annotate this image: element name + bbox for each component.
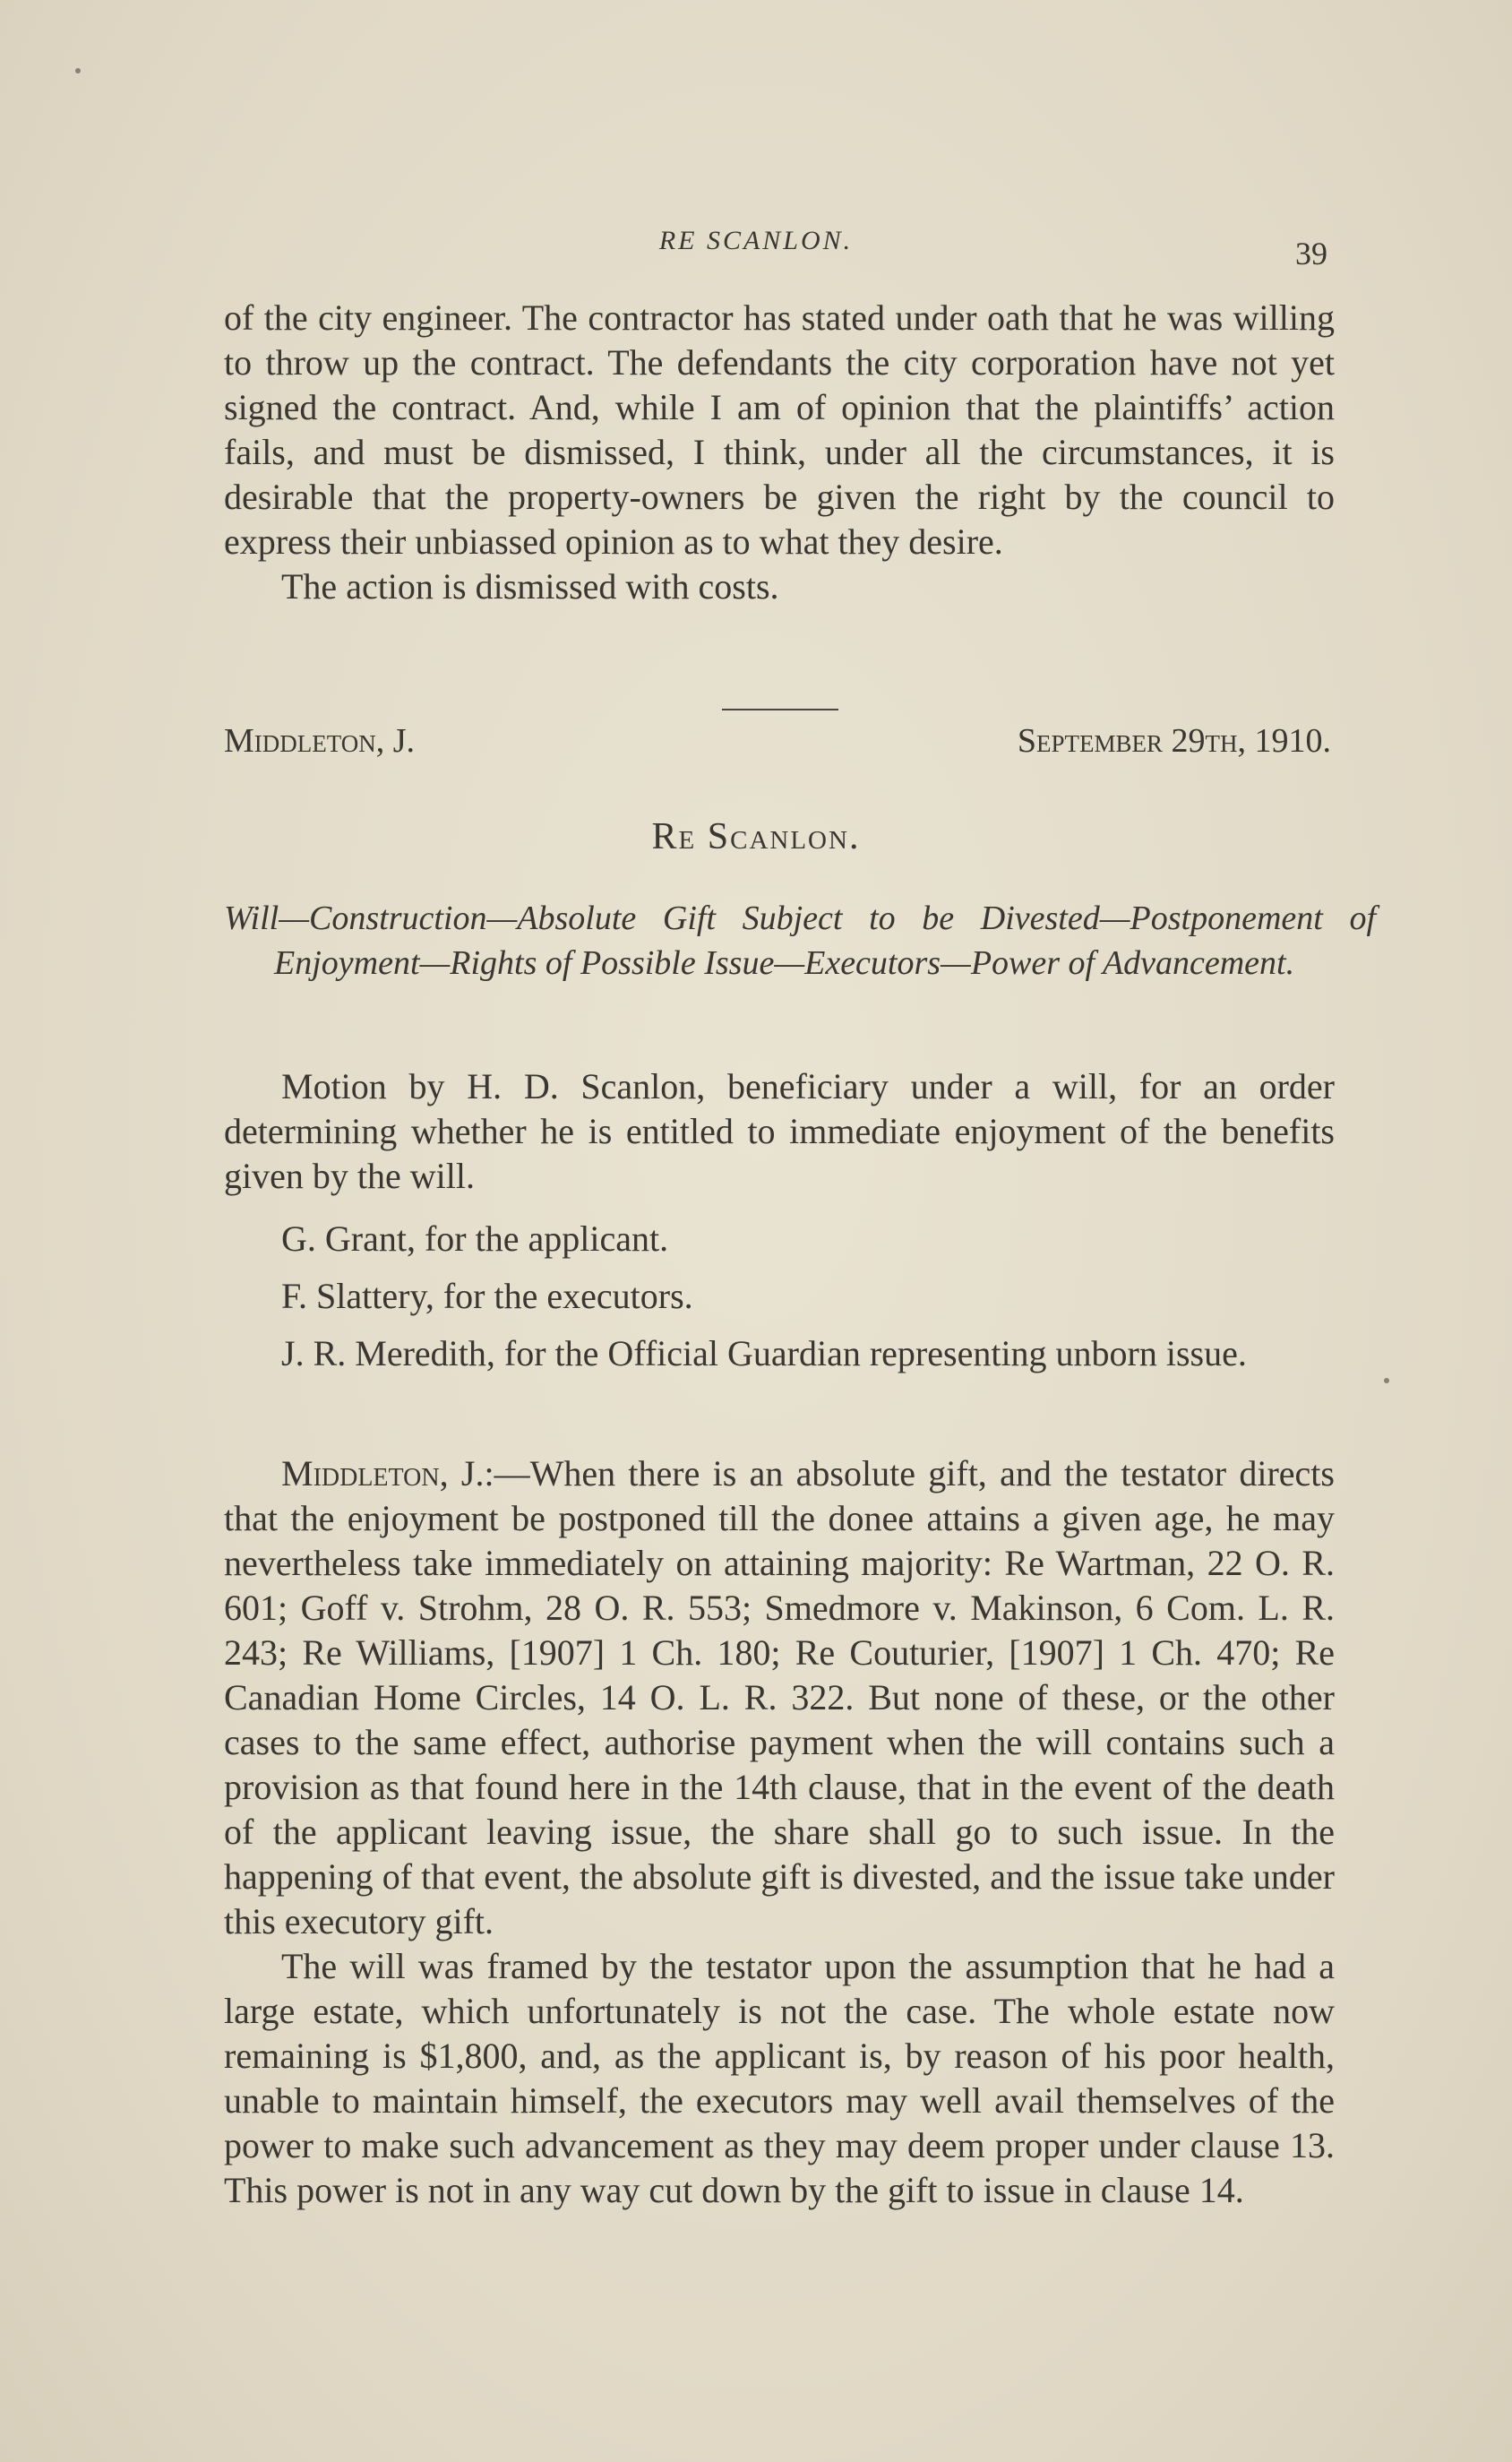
- counsel-line: G. Grant, for the applicant.: [281, 1218, 669, 1259]
- motion-paragraph: Motion by H. D. Scanlon, beneficiary under a will, for an order determining whether he is entitled to immediate enjoyment of the benefits given by the will.: [224, 1066, 1335, 1196]
- counsel-line: F. Slattery, for the executors.: [281, 1276, 693, 1316]
- case-title: Re Scanlon.: [651, 816, 861, 857]
- decision-date: September 29th, 1910.: [1017, 722, 1331, 760]
- judgment-paragraph: [224, 1451, 1335, 1944]
- judgment-text: [224, 1451, 1335, 2213]
- judgment-paragraph-2: The will was framed by the testator upon the assumption that he had a large estate, which unfortunately is not the case. The whole estate now remaining is $1,800, and, as the applicant is, by reason of his poor health, unable to maintain himself, the executors may well avail themselves of the power to make such advancement as they may deem proper under clause 13. This power is not in any way cut down by the gift to issue in clause 14.: [224, 1946, 1335, 2210]
- counsel-list: [224, 1217, 1335, 1389]
- motion-text: [224, 1064, 1335, 1199]
- headnote: Will—Construction—Absolute Gift Subject to be Divested—Postponement of Enjoyment—Rights of Possible Issue—Executors—Power of Advancement.: [224, 900, 1376, 982]
- judge-name: Middleton, J.: [224, 722, 416, 760]
- running-title: RE SCANLON.: [658, 226, 854, 255]
- continuation-text: [224, 296, 1335, 609]
- disposition-paragraph: The action is dismissed with costs.: [281, 566, 779, 607]
- judgment-speaker: Middleton, J.: [281, 1453, 485, 1494]
- paper-speck: [75, 68, 81, 73]
- continuation-paragraph: of the city engineer. The contractor has stated under oath that he was willing to throw up the contract. The defendants the city corporation have not yet signed the contract. And, while I am of opinion that the plaintiffs’ action fails, and must be dismissed, I think, under all the circumstances, it is desirable that the property-owners be given the right by the council to express their unbiassed opinion as to what they desire.: [224, 297, 1335, 562]
- counsel-line: J. R. Meredith, for the Official Guardian representing unborn issue.: [281, 1333, 1247, 1373]
- section-divider: [722, 709, 838, 710]
- judgment-paragraph-1: :—When there is an absolute gift, and the testator directs that the enjoyment be postponed till the donee attains a given age, he may nevertheless take immediately on attaining majority: Re Wartman, 22 O. R. 601; Goff v. Strohm, 28 O. R. 553; Smedmore v. Makinson, 6 Com. L. R. 243; Re Williams, [1907] 1 Ch. 180; Re Couturier, [1907] 1 Ch. 470; Re Canadian Home Circles, 14 O. L. R. 322. But none of these, or the other cases to the same effect, authorise payment when the will contains such a provision as that found here in the 14th clause, that in the event of the death of the applicant leaving issue, the share shall go to such issue. In the happening of that event, the absolute gift is divested, and the issue take under this executory gift.: [224, 1453, 1335, 1941]
- paper-speck: [1384, 1378, 1389, 1383]
- page-number: 39: [1295, 236, 1327, 271]
